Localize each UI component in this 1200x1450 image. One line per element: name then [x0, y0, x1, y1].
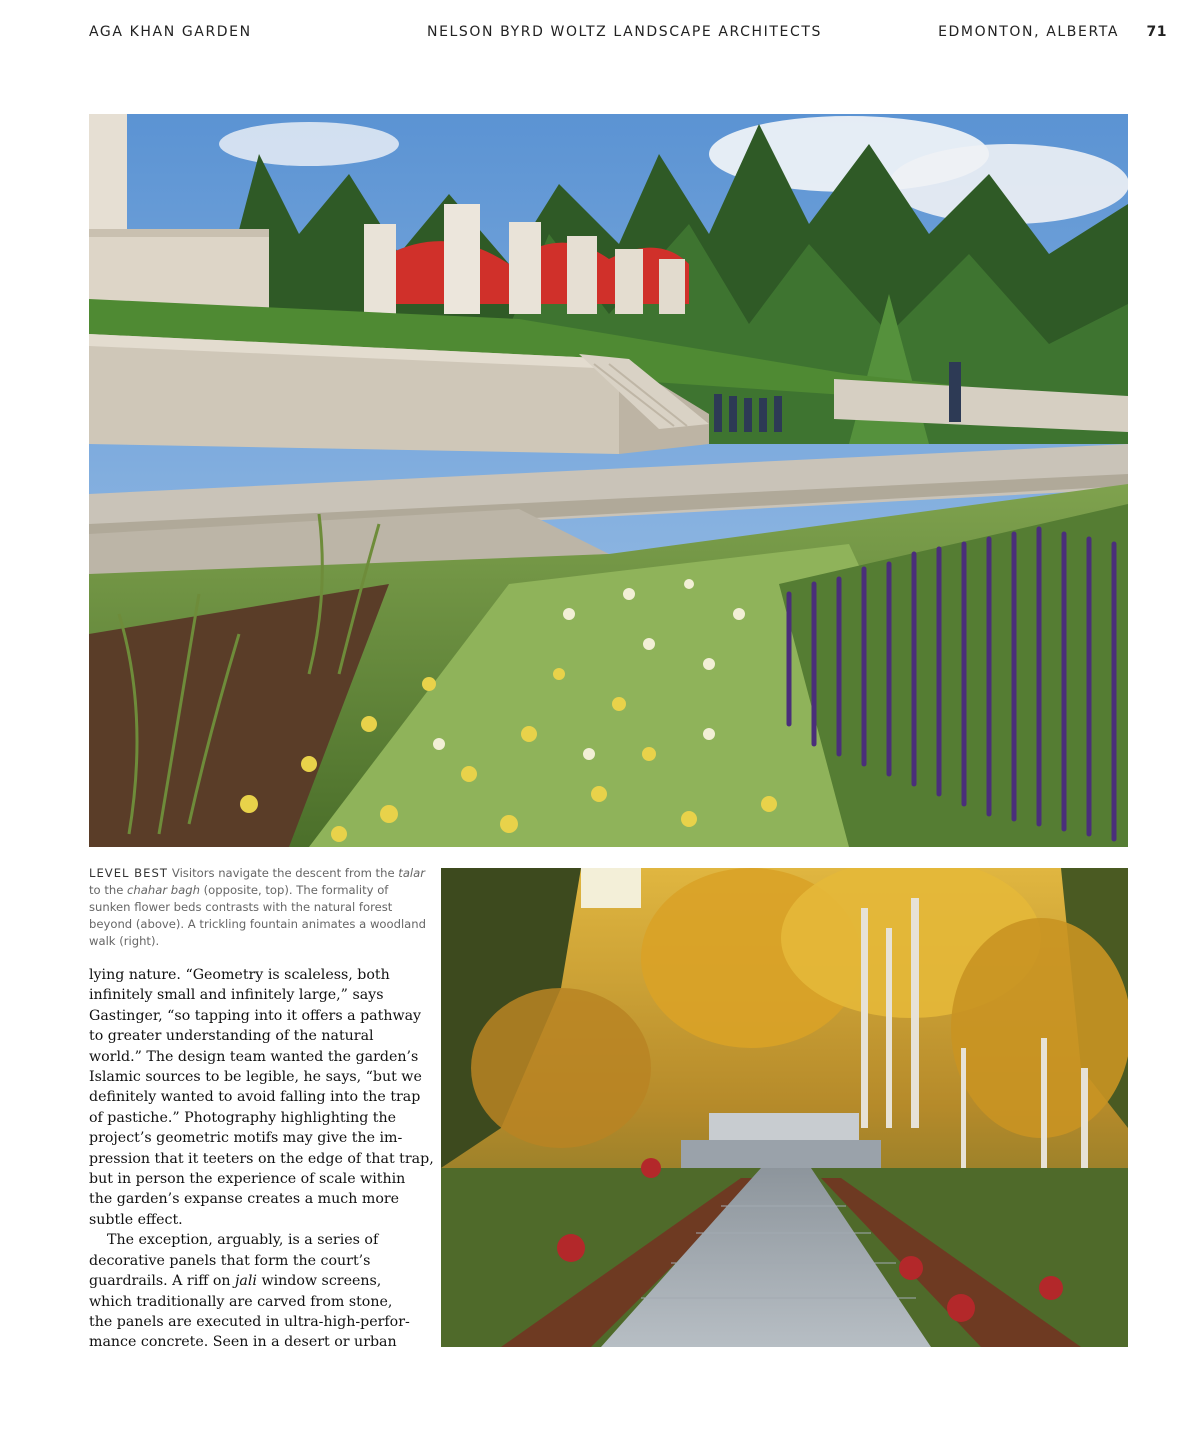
text-run: project’s geometric motifs may give the im-: [89, 1130, 403, 1147]
body-line: [89, 1108, 429, 1128]
text-run: which traditionally are carved from stone,: [89, 1293, 393, 1310]
text-run: the garden’s expanse creates a much more: [89, 1191, 400, 1208]
text-run: window screens,: [256, 1273, 382, 1290]
body-line: [89, 1189, 429, 1209]
italic-term: jali: [235, 1273, 257, 1290]
photo-caption: [89, 865, 429, 950]
text-run: definitely wanted to avoid falling into the trap: [89, 1089, 421, 1106]
text-run: world.” The design team wanted the garden’s: [89, 1048, 419, 1065]
garden-terraces-photo: [89, 114, 1128, 847]
text-run: the panels are executed in ultra-high-perfor-: [89, 1313, 410, 1330]
text-run: mance concrete. Seen in a desert or urban: [89, 1334, 397, 1351]
text-run: decorative panels that form the court’s: [89, 1252, 371, 1269]
text-run: of pastiche.” Photography highlighting the: [89, 1109, 397, 1126]
text-run: sunken flower beds contrasts with the natural forest: [89, 900, 393, 914]
body-line: [89, 985, 429, 1005]
text-run: (opposite, top). The formality of: [199, 883, 389, 897]
body-line: [89, 1251, 429, 1271]
text-run: pression that it teeters on the edge of that trap,: [89, 1150, 434, 1167]
body-line: [89, 1332, 429, 1352]
caption-line: [172, 866, 395, 880]
text-run: guardrails. A riff on: [89, 1273, 236, 1290]
page-number: 71: [1146, 24, 1167, 40]
body-line: [89, 1271, 429, 1291]
italic-term: talar: [398, 866, 426, 880]
text-run: The exception, arguably, is a series of: [107, 1232, 379, 1249]
text-run: to the: [89, 883, 128, 897]
text-run: lying nature. “Geometry is scaleless, both: [89, 967, 390, 983]
text-run: Gastinger, “so tapping into it offers a pathway: [89, 1007, 422, 1024]
body-line: [89, 1047, 429, 1067]
caption-heading: LEVEL BEST: [89, 866, 168, 880]
text-run: subtle effect.: [89, 1211, 183, 1228]
text-run: beyond (above). A trickling fountain animates a: [89, 917, 367, 931]
body-line: [89, 1149, 434, 1169]
woodland-walk-photo: [441, 868, 1128, 1347]
body-line: [89, 1210, 429, 1230]
header-firm-name: NELSON BYRD WOLTZ LANDSCAPE ARCHITECTS: [427, 24, 823, 40]
caption-line: [89, 917, 366, 931]
body-line: [89, 1230, 429, 1250]
text-run: Islamic sources to be legible, he says, “but we: [89, 1069, 422, 1086]
body-line: [89, 1087, 429, 1107]
body-line: [89, 1312, 429, 1332]
running-header: [0, 24, 1200, 46]
text-run: but in person the experience of scale within: [89, 1171, 406, 1188]
body-line: [89, 965, 429, 985]
body-line: [89, 1292, 429, 1312]
text-run: infinitely small and infinitely large,” says: [89, 987, 384, 1004]
body-line: [89, 1169, 429, 1189]
text-run: to greater understanding of the natural: [89, 1028, 374, 1045]
body-line: [89, 1128, 429, 1148]
header-section-title: AGA KHAN GARDEN: [89, 24, 252, 40]
body-line: [89, 1006, 429, 1026]
body-line: [89, 1026, 429, 1046]
garden-terraces-illustration: [89, 114, 1128, 847]
article-body: [89, 965, 434, 1353]
italic-term: chahar bagh: [127, 883, 200, 897]
caption-line: [89, 900, 392, 914]
text-run: Visitors navigate the descent from the: [171, 866, 395, 880]
header-location: EDMONTON, ALBERTA: [938, 24, 1119, 40]
text-run: woodland walk (right).: [89, 917, 426, 948]
body-line: [89, 1067, 429, 1087]
woodland-walk-illustration: [441, 868, 1128, 1347]
